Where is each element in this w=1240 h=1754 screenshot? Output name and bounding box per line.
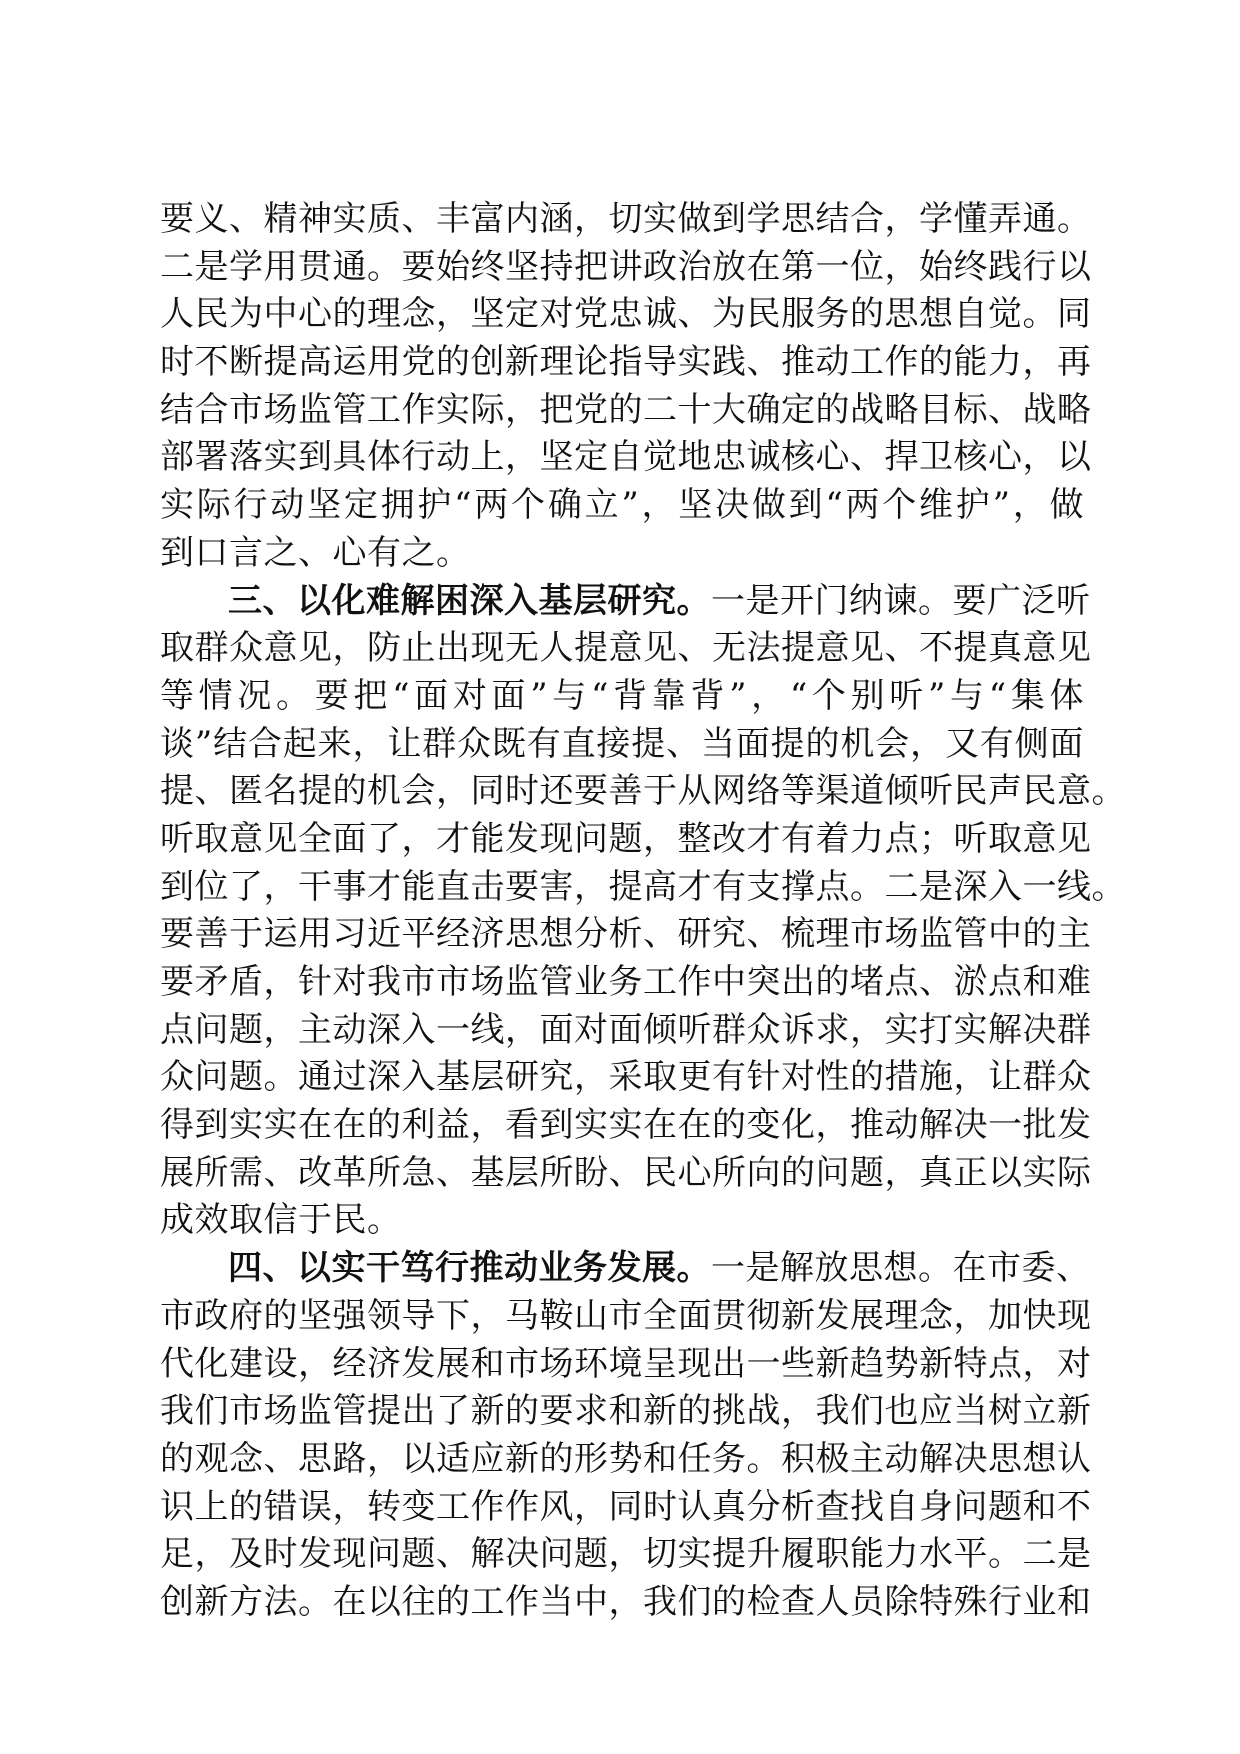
paragraph-first-line [160,1245,1091,1293]
text-line: 代化建设，经济发展和市场环境呈现出一些新趋势新特点，对 [160,1343,1092,1384]
text-line: 听取意见全面了，才能发现问题，整改才有着力点；听取意见 [160,818,1092,859]
paragraph-grassroots-research [160,578,1126,1246]
text-line: 部署落实到具体行动上，坚定自觉地忠诚核心、捍卫核心，以 [160,437,1092,478]
text-line: 点问题，主动深入一线，面对面倾听群众诉求，实打实解决群 [160,1009,1092,1050]
text-line: 要义、精神实质、丰富内涵，切实做到学思结合，学懂弄通。 [160,199,1092,239]
text-line: 等情况。要把“面对面”与“背靠背”，“个别听”与“集体 [160,675,1084,716]
text-line: 识上的错误，转变工作作风，同时认真分析查找自身问题和不 [160,1486,1092,1527]
text-line: 到口言之、心有之。 [160,532,471,573]
text-line: 创新方法。在以往的工作当中，我们的检查人员除特殊行业和 [160,1581,1092,1622]
text-line: 提、匿名提的机会，同时还要善于从网络等渠道倾听民声民意。 [160,771,1126,812]
text-line: 取群众意见，防止出现无人提意见、无法提意见、不提真意见 [160,628,1092,669]
text-line: 二是学用贯通。要始终坚持把讲政治放在第一位，始终践行以 [160,246,1092,287]
document-body [160,196,1126,1627]
text-line: 人民为中心的理念，坚定对党忠诚、为民服务的思想自觉。同 [160,294,1092,335]
text-line: 时不断提高运用党的创新理论指导实践、推动工作的能力，再 [160,342,1092,383]
paragraph-business-development [160,1245,1092,1627]
text-line: 到位了，干事才能直击要害，提高才有支撑点。二是深入一线。 [160,866,1126,907]
text-line: 我们市场监管提出了新的要求和新的挑战，我们也应当树立新 [160,1391,1092,1432]
text-line: 要矛盾，针对我市市场监管业务工作中突出的堵点、淤点和难 [160,962,1092,1002]
section-heading-three: 三、以化难解困深入基层研究。 [228,580,711,621]
text-run: 一是解放思想。在市委、 [711,1248,1091,1289]
paragraph-study-thought [160,196,1092,578]
text-line: 结合市场监管工作实际，把党的二十大确定的战略目标、战略 [160,389,1092,430]
text-line: 市政府的坚强领导下，马鞍山市全面贯彻新发展理念，加快现 [160,1295,1092,1336]
text-line: 成效取信于民。 [160,1200,402,1241]
section-heading-four: 四、以实干笃行推动业务发展。 [228,1248,711,1289]
text-line: 实际行动坚定拥护“两个确立”，坚决做到“两个维护”，做 [160,485,1084,526]
text-line: 的观念、思路，以适应新的形势和任务。积极主动解决思想认 [160,1438,1092,1479]
text-line: 展所需、改革所急、基层所盼、民心所向的问题，真正以实际 [160,1152,1092,1193]
text-line: 谈”结合起来，让群众既有直接提、当面提的机会，又有侧面 [160,723,1084,764]
text-line: 要善于运用习近平经济思想分析、研究、梳理市场监管中的主 [160,914,1092,955]
text-line: 众问题。通过深入基层研究，采取更有针对性的措施，让群众 [160,1057,1092,1098]
text-line: 足，及时发现问题、解决问题，切实提升履职能力水平。二是 [160,1534,1092,1575]
paragraph-first-line [160,578,1091,626]
text-run: 一是开门纳谏。要广泛听 [711,580,1091,621]
text-line: 得到实实在在的利益，看到实实在在的变化，推动解决一批发 [160,1105,1092,1146]
